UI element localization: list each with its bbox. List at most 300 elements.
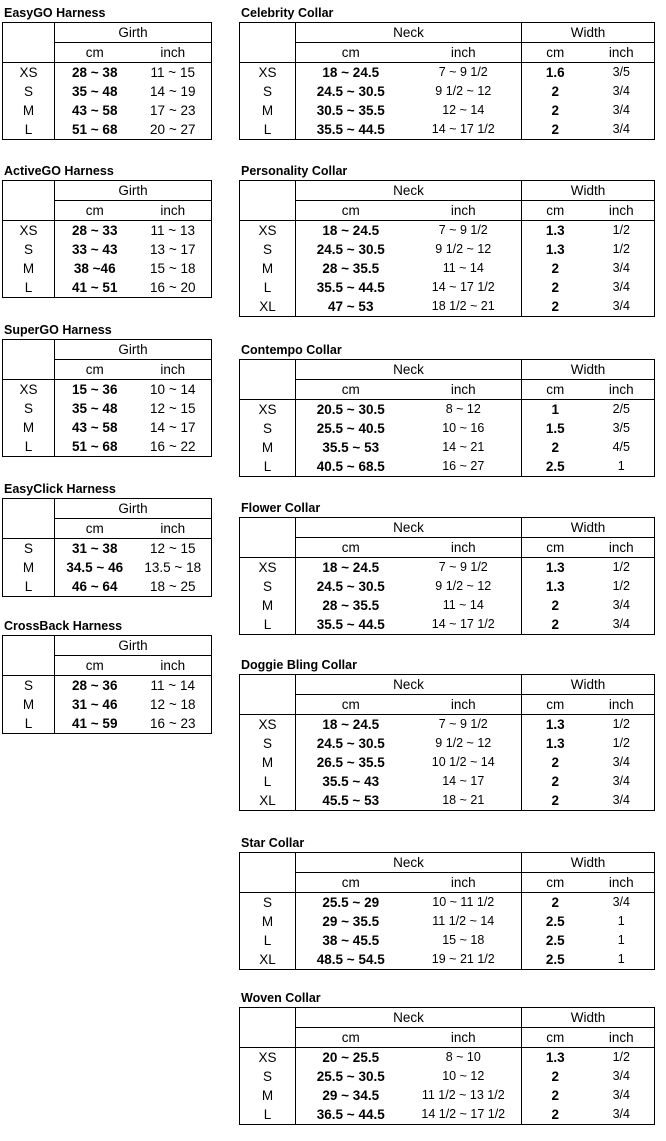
unit-cm: cm [55, 201, 135, 221]
corner-cell [3, 181, 55, 221]
neck-header: Neck [296, 518, 522, 538]
width-cm-value: 2 [551, 84, 560, 99]
neck-inch-value: 7 ~ 9 1/2 [406, 558, 522, 578]
table-title: Doggie Bling Collar [241, 658, 357, 672]
neck-inch-value: 7 ~ 9 1/2 [406, 63, 522, 83]
cm-value: 38 ~46 [73, 261, 116, 276]
neck-unit-cm: cm [296, 43, 406, 63]
neck-inch-value: 9 1/2 ~ 12 [406, 734, 522, 753]
table-row [240, 577, 655, 596]
size-label: S [240, 893, 296, 913]
neck-header: Neck [296, 675, 522, 695]
neck-cm-value: 35.5 ~ 44.5 [296, 615, 406, 635]
size-label: L [3, 577, 55, 597]
neck-header: Neck [296, 360, 522, 380]
width-cm-value: 2 [522, 615, 589, 635]
header-row [3, 499, 212, 519]
cm-value: 28 ~ 38 [72, 65, 118, 80]
size-label: XL [240, 297, 296, 317]
table-row [3, 714, 212, 734]
neck-unit-cm: cm [296, 1028, 406, 1048]
inch-value: 12 ~ 15 [135, 539, 212, 559]
width-cm-value: 2.5 [545, 933, 565, 948]
width-unit-cm: cm [522, 380, 589, 400]
width-cm-value: 2 [522, 297, 589, 317]
width-cm-value: 2 [551, 103, 560, 118]
corner-cell [3, 340, 55, 380]
width-unit-cm: cm [522, 695, 589, 715]
table-row [3, 676, 212, 696]
cm-value: 33 ~ 43 [72, 242, 118, 257]
header-row [240, 23, 655, 43]
width-inch-value: 3/4 [589, 120, 655, 140]
table-row [3, 278, 212, 298]
width-inch-value: 3/4 [589, 259, 655, 278]
width-inch-value: 1/2 [589, 734, 655, 753]
neck-cm-value: 24.5 ~ 30.5 [316, 242, 385, 257]
width-cm-value: 2 [551, 440, 560, 455]
collar-size-table [239, 4, 655, 140]
inch-value: 11 ~ 13 [135, 221, 212, 241]
width-inch-value: 1 [589, 457, 655, 477]
width-inch-value: 1 [589, 950, 655, 970]
width-unit-inch: inch [589, 1028, 655, 1048]
unit-row [240, 538, 655, 558]
unit-cm: cm [55, 519, 135, 539]
width-unit-inch: inch [589, 873, 655, 893]
unit-inch: inch [135, 43, 212, 63]
width-inch-value: 1/2 [589, 240, 655, 259]
table-row [3, 101, 212, 120]
table-row [240, 457, 655, 477]
table-row [240, 753, 655, 772]
width-inch-value: 2/5 [589, 400, 655, 420]
table-row [3, 539, 212, 559]
size-label: L [240, 457, 296, 477]
size-grid [239, 180, 655, 317]
width-cm-value: 2.5 [522, 457, 589, 477]
table-row [3, 558, 212, 577]
width-cm-value: 2 [522, 791, 589, 811]
size-label: XS [240, 221, 296, 241]
table-row [3, 221, 212, 241]
cm-value: 28 ~ 33 [72, 223, 118, 238]
table-row [3, 259, 212, 278]
neck-cm-value: 45.5 ~ 53 [296, 791, 406, 811]
table-row [240, 259, 655, 278]
neck-inch-value: 10 ~ 16 [406, 419, 522, 438]
measure-header: Girth [55, 636, 212, 656]
inch-value: 15 ~ 18 [135, 259, 212, 278]
width-inch-value: 3/5 [589, 63, 655, 83]
neck-cm-value: 26.5 ~ 35.5 [316, 755, 385, 770]
unit-row [240, 1028, 655, 1048]
table-row [240, 734, 655, 753]
unit-cm: cm [55, 43, 135, 63]
unit-row [240, 695, 655, 715]
size-label: XS [240, 558, 296, 578]
size-label: L [3, 120, 55, 140]
table-row [240, 1086, 655, 1105]
width-unit-inch: inch [589, 695, 655, 715]
neck-cm-value: 29 ~ 34.5 [322, 1088, 380, 1103]
size-grid [239, 674, 655, 811]
cm-value: 43 ~ 58 [72, 103, 118, 118]
neck-cm-value: 28 ~ 35.5 [322, 261, 380, 276]
neck-unit-cm: cm [296, 380, 406, 400]
width-inch-value: 3/4 [589, 615, 655, 635]
width-inch-value: 3/4 [589, 791, 655, 811]
inch-value: 18 ~ 25 [135, 577, 212, 597]
inch-value: 13 ~ 17 [135, 240, 212, 259]
size-label: S [3, 399, 55, 418]
inch-value: 20 ~ 27 [135, 120, 212, 140]
neck-inch-value: 15 ~ 18 [406, 931, 522, 950]
neck-inch-value: 18 1/2 ~ 21 [406, 297, 522, 317]
size-label: M [240, 438, 296, 457]
table-title: Star Collar [241, 836, 305, 850]
size-label: S [3, 676, 55, 696]
width-header: Width [522, 360, 655, 380]
neck-unit-inch: inch [406, 538, 522, 558]
table-row [240, 101, 655, 120]
neck-inch-value: 11 1/2 ~ 14 [406, 912, 522, 931]
size-grid [2, 339, 212, 457]
neck-inch-value: 7 ~ 9 1/2 [406, 715, 522, 735]
table-row [240, 278, 655, 297]
size-label: S [3, 240, 55, 259]
neck-cm-value: 25.5 ~ 29 [322, 895, 380, 910]
header-row [240, 181, 655, 201]
size-label: M [3, 101, 55, 120]
size-label: M [240, 1086, 296, 1105]
header-row [3, 181, 212, 201]
corner-cell [240, 181, 296, 221]
size-label: M [240, 753, 296, 772]
cm-value: 51 ~ 68 [55, 120, 135, 140]
width-inch-value: 1 [589, 912, 655, 931]
width-header: Width [522, 23, 655, 43]
cm-value: 35 ~ 48 [72, 84, 118, 99]
neck-cm-value: 36.5 ~ 44.5 [296, 1105, 406, 1125]
neck-cm-value: 20.5 ~ 30.5 [316, 402, 385, 417]
table-row [240, 912, 655, 931]
size-label: M [240, 259, 296, 278]
width-cm-value: 2 [522, 120, 589, 140]
corner-cell [240, 360, 296, 400]
width-cm-value: 2 [551, 895, 560, 910]
corner-cell [240, 23, 296, 63]
width-unit-inch: inch [589, 538, 655, 558]
size-label: XS [240, 1048, 296, 1068]
neck-inch-value: 14 1/2 ~ 17 1/2 [406, 1105, 522, 1125]
header-row [3, 23, 212, 43]
table-row [240, 438, 655, 457]
size-label: M [3, 259, 55, 278]
unit-row [240, 201, 655, 221]
unit-inch: inch [135, 656, 212, 676]
size-label: S [240, 419, 296, 438]
width-cm-value: 2 [551, 774, 560, 789]
neck-unit-inch: inch [406, 695, 522, 715]
width-unit-inch: inch [589, 201, 655, 221]
neck-inch-value: 10 1/2 ~ 14 [406, 753, 522, 772]
width-header: Width [522, 1008, 655, 1028]
table-row [240, 63, 655, 83]
neck-inch-value: 14 ~ 17 1/2 [406, 120, 522, 140]
inch-value: 16 ~ 23 [135, 714, 212, 734]
table-title: CrossBack Harness [4, 619, 123, 633]
neck-unit-inch: inch [406, 43, 522, 63]
cm-value: 15 ~ 36 [72, 382, 118, 397]
size-label: XS [3, 380, 55, 400]
width-unit-cm: cm [522, 43, 589, 63]
neck-header: Neck [296, 1008, 522, 1028]
width-inch-value: 3/4 [589, 753, 655, 772]
width-inch-value: 3/4 [589, 1086, 655, 1105]
harness-size-table [2, 617, 212, 734]
neck-cm-value: 35.5 ~ 44.5 [316, 280, 385, 295]
table-row [240, 1048, 655, 1068]
size-label: XS [240, 63, 296, 83]
width-inch-value: 1/2 [589, 715, 655, 735]
inch-value: 16 ~ 20 [135, 278, 212, 298]
table-row [240, 297, 655, 317]
table-row [240, 1105, 655, 1125]
measure-header: Girth [55, 499, 212, 519]
table-title: Celebrity Collar [241, 6, 334, 20]
header-row [240, 1008, 655, 1028]
neck-header: Neck [296, 23, 522, 43]
size-label: L [240, 615, 296, 635]
neck-cm-value: 30.5 ~ 35.5 [316, 103, 385, 118]
inch-value: 13.5 ~ 18 [135, 558, 212, 577]
width-inch-value: 3/4 [589, 82, 655, 101]
table-row [240, 715, 655, 735]
table-row [240, 1067, 655, 1086]
width-header: Width [522, 181, 655, 201]
width-cm-value: 1.3 [545, 560, 565, 575]
size-grid [2, 498, 212, 597]
inch-value: 12 ~ 15 [135, 399, 212, 418]
width-cm-value: 2 [522, 1105, 589, 1125]
table-row [240, 596, 655, 615]
width-cm-value: 2 [551, 280, 560, 295]
width-cm-value: 1.3 [545, 736, 565, 751]
table-row [3, 63, 212, 83]
width-unit-cm: cm [522, 201, 589, 221]
inch-value: 16 ~ 22 [135, 437, 212, 457]
table-row [3, 695, 212, 714]
unit-cm: cm [55, 360, 135, 380]
size-label: S [240, 734, 296, 753]
size-label: S [240, 240, 296, 259]
size-label: L [3, 437, 55, 457]
size-label: S [240, 1067, 296, 1086]
table-title: Flower Collar [241, 501, 321, 515]
width-inch-value: 1/2 [589, 577, 655, 596]
neck-inch-value: 19 ~ 21 1/2 [406, 950, 522, 970]
inch-value: 14 ~ 17 [135, 418, 212, 437]
table-title: Woven Collar [241, 991, 321, 1005]
neck-inch-value: 14 ~ 17 1/2 [406, 615, 522, 635]
width-inch-value: 1 [589, 931, 655, 950]
corner-cell [3, 636, 55, 676]
neck-header: Neck [296, 853, 522, 873]
neck-inch-value: 18 ~ 21 [406, 791, 522, 811]
table-title: EasyGO Harness [4, 6, 106, 20]
width-cm-value: 2 [551, 1088, 560, 1103]
neck-inch-value: 7 ~ 9 1/2 [406, 221, 522, 241]
width-header: Width [522, 675, 655, 695]
neck-unit-inch: inch [406, 380, 522, 400]
width-inch-value: 3/4 [589, 278, 655, 297]
neck-cm-value: 18 ~ 24.5 [322, 65, 380, 80]
size-label: M [3, 558, 55, 577]
table-row [240, 931, 655, 950]
neck-cm-value: 25.5 ~ 30.5 [316, 1069, 385, 1084]
neck-inch-value: 10 ~ 12 [406, 1067, 522, 1086]
unit-row [240, 43, 655, 63]
harness-size-table [2, 480, 212, 597]
inch-value: 17 ~ 23 [135, 101, 212, 120]
size-grid [2, 180, 212, 298]
width-header: Width [522, 853, 655, 873]
inch-value: 10 ~ 14 [135, 380, 212, 400]
width-inch-value: 3/4 [589, 893, 655, 913]
cm-value: 43 ~ 58 [72, 420, 118, 435]
header-row [240, 518, 655, 538]
width-inch-value: 1/2 [589, 221, 655, 241]
width-unit-inch: inch [589, 380, 655, 400]
collar-size-table [239, 341, 655, 477]
size-label: S [240, 82, 296, 101]
table-row [240, 558, 655, 578]
unit-inch: inch [135, 201, 212, 221]
size-label: XS [3, 63, 55, 83]
neck-inch-value: 10 ~ 11 1/2 [406, 893, 522, 913]
unit-inch: inch [135, 519, 212, 539]
width-inch-value: 3/4 [589, 596, 655, 615]
neck-unit-inch: inch [406, 201, 522, 221]
table-row [240, 221, 655, 241]
cm-value: 41 ~ 51 [55, 278, 135, 298]
unit-row [240, 873, 655, 893]
width-inch-value: 3/4 [589, 1067, 655, 1086]
size-grid [2, 635, 212, 734]
width-inch-value: 4/5 [589, 438, 655, 457]
header-row [3, 340, 212, 360]
table-row [3, 120, 212, 140]
width-cm-value: 2 [551, 755, 560, 770]
size-label: M [240, 101, 296, 120]
neck-cm-value: 40.5 ~ 68.5 [296, 457, 406, 477]
neck-cm-value: 35.5 ~ 44.5 [296, 120, 406, 140]
table-title: Personality Collar [241, 164, 348, 178]
neck-unit-cm: cm [296, 201, 406, 221]
neck-inch-value: 8 ~ 12 [406, 400, 522, 420]
inch-value: 11 ~ 15 [135, 63, 212, 83]
width-inch-value: 3/4 [589, 297, 655, 317]
neck-cm-value: 18 ~ 24.5 [322, 560, 380, 575]
neck-unit-inch: inch [406, 873, 522, 893]
width-cm-value: 2 [551, 261, 560, 276]
table-row [3, 380, 212, 400]
neck-inch-value: 14 ~ 17 [406, 772, 522, 791]
table-row [240, 791, 655, 811]
neck-cm-value: 24.5 ~ 30.5 [316, 736, 385, 751]
size-label: S [240, 577, 296, 596]
collar-size-table [239, 162, 655, 317]
neck-inch-value: 9 1/2 ~ 12 [406, 82, 522, 101]
neck-cm-value: 47 ~ 53 [296, 297, 406, 317]
width-inch-value: 1/2 [589, 558, 655, 578]
neck-unit-cm: cm [296, 538, 406, 558]
size-label: L [240, 1105, 296, 1125]
measure-header: Girth [55, 23, 212, 43]
neck-inch-value: 16 ~ 27 [406, 457, 522, 477]
neck-cm-value: 35.5 ~ 43 [322, 774, 380, 789]
width-cm-value: 1.3 [545, 223, 565, 238]
table-row [3, 418, 212, 437]
size-grid [239, 852, 655, 970]
table-row [240, 400, 655, 420]
neck-unit-cm: cm [296, 695, 406, 715]
neck-inch-value: 11 ~ 14 [406, 596, 522, 615]
width-cm-value: 1.3 [545, 242, 565, 257]
table-row [240, 893, 655, 913]
neck-cm-value: 38 ~ 45.5 [322, 933, 380, 948]
table-title: ActiveGO Harness [4, 164, 114, 178]
unit-inch: inch [135, 360, 212, 380]
size-label: S [3, 539, 55, 559]
table-row [3, 437, 212, 457]
cm-value: 31 ~ 38 [72, 541, 118, 556]
neck-inch-value: 14 ~ 21 [406, 438, 522, 457]
inch-value: 12 ~ 18 [135, 695, 212, 714]
size-label: XS [240, 715, 296, 735]
table-row [3, 240, 212, 259]
width-cm-value: 2 [551, 598, 560, 613]
neck-header: Neck [296, 181, 522, 201]
harness-size-table [2, 321, 212, 457]
table-row [240, 120, 655, 140]
neck-cm-value: 25.5 ~ 40.5 [316, 421, 385, 436]
width-unit-cm: cm [522, 873, 589, 893]
cm-value: 46 ~ 64 [55, 577, 135, 597]
size-label: M [240, 912, 296, 931]
table-row [240, 240, 655, 259]
table-row [240, 419, 655, 438]
inch-value: 11 ~ 14 [135, 676, 212, 696]
neck-cm-value: 28 ~ 35.5 [322, 598, 380, 613]
neck-cm-value: 35.5 ~ 53 [322, 440, 380, 455]
width-inch-value: 3/4 [589, 1105, 655, 1125]
harness-size-table [2, 4, 212, 140]
measure-header: Girth [55, 340, 212, 360]
size-label: M [3, 695, 55, 714]
width-cm-value: 1.5 [545, 421, 565, 436]
corner-cell [240, 518, 296, 558]
size-grid [239, 1007, 655, 1125]
size-label: M [240, 596, 296, 615]
table-row [3, 577, 212, 597]
neck-cm-value: 18 ~ 24.5 [322, 223, 380, 238]
cm-value: 51 ~ 68 [55, 437, 135, 457]
size-label: L [3, 714, 55, 734]
width-cm-value: 1.3 [545, 1050, 565, 1065]
width-unit-cm: cm [522, 538, 589, 558]
